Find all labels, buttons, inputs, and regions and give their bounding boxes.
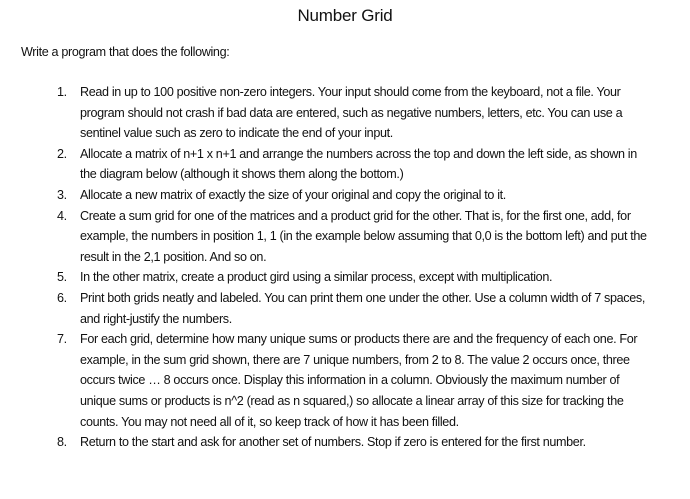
list-item [0, 82, 655, 144]
list-item [0, 206, 655, 268]
list-item-text: In the other matrix, create a product gird using a similar process, except with multiplication. [80, 270, 553, 285]
list-item [0, 267, 655, 288]
list-item-text: Create a sum grid for one of the matrices and a product grid for the other. That is, for the first one, add, for example, the numbers in position 1, 1 (in the example below assuming that 0,0 is the bottom left) and put the result in the 2,1 position. And so on. [80, 208, 647, 264]
list-item-text: Print both grids neatly and labeled. You can print them one under the other. Use a column width of 7 spaces, and right-justify the numbers. [80, 290, 645, 326]
list-item-text: Read in up to 100 positive non-zero integers. Your input should come from the keyboard, not a file. Your program should not crash if bad data are entered, such as negative numbers, letters, etc. You can use a sentinel value such as zero to indicate the end of your input. [80, 85, 623, 141]
list-item-text: Allocate a new matrix of exactly the size of your original and copy the original to it. [80, 187, 506, 202]
list-item [0, 432, 655, 453]
list-item-number: 7. [57, 332, 67, 347]
list-item-number: 3. [57, 187, 67, 202]
list-item [0, 329, 655, 432]
list-item-text: Allocate a matrix of n+1 x n+1 and arrange the numbers across the top and down the left side, as shown in the diagram below (although it shows them along the bottom.) [80, 146, 637, 182]
list-item-number: 2. [57, 146, 67, 161]
list-item-number: 5. [57, 270, 67, 285]
list-item [0, 185, 655, 206]
list-item-number: 1. [57, 85, 67, 99]
list-item-text: Return to the start and ask for another set of numbers. Stop if zero is entered for the first number. [80, 435, 586, 450]
document-title: Number Grid [297, 6, 393, 25]
list-item-number: 4. [57, 208, 67, 223]
list-item-number: 8. [57, 435, 67, 450]
list-item [0, 288, 655, 329]
intro-text: Write a program that does the following: [21, 45, 230, 59]
list-item [0, 144, 655, 185]
instruction-list [0, 82, 690, 453]
list-item-number: 6. [57, 290, 67, 305]
list-item-text: For each grid, determine how many unique sums or products there are and the frequency of each one. For example, in the sum grid shown, there are 7 unique numbers, from 2 to 8. The value 2 occurs once, three occurs twice … 8 occurs once. Display this information in a column. Obviously the maximum number of unique sums or products is n^2 (read as n squared,) so allocate a linear array of this size for tracking the counts. You may not need all of it, so keep track of how it has been filled. [80, 332, 638, 429]
